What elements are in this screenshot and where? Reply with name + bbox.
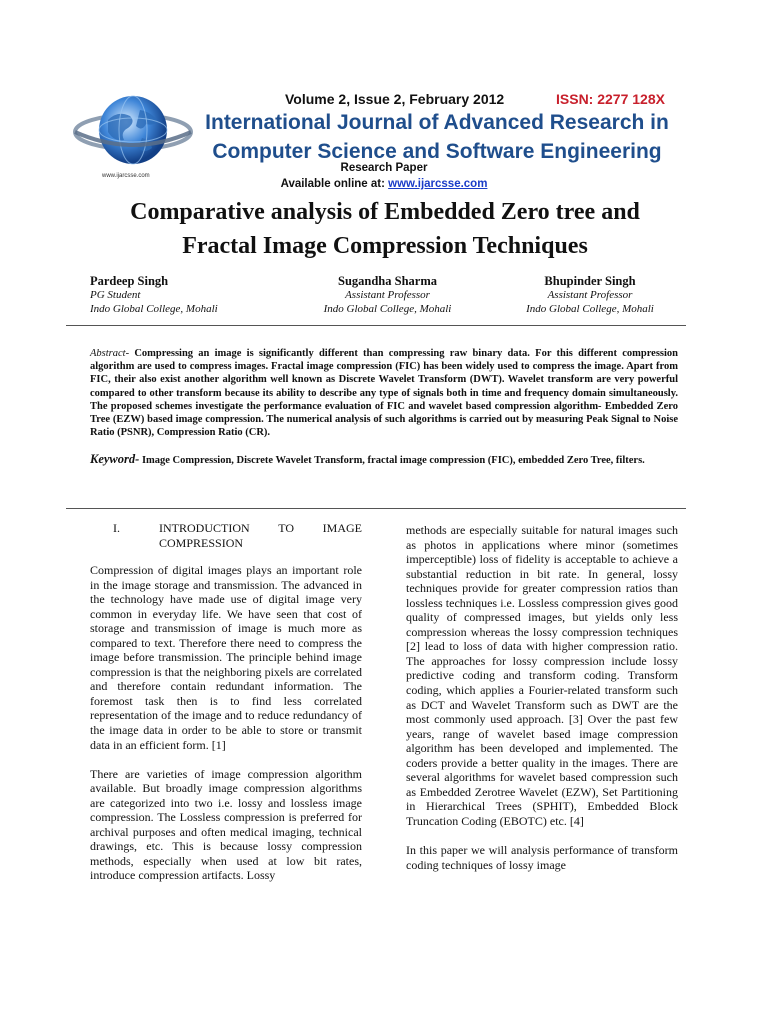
logo-caption: www.ijarcsse.com — [102, 173, 150, 179]
section-title — [159, 521, 362, 551]
abstract-text: Compressing an image is significantly different than compressing raw binary data. For this different compression algorithm are used to compress images. Fractal image compression (FIC) has been widely used to compress the image. Apart from FIC, their also exist another algorithm well known as Discrete Wavelet Transform (DWT). Wavelet transform are very powerful compared to other transform because its ability to describe any type of signals both in time and frequency domain simultaneously. The proposed schemes investigate the performance evaluation of FIC and wavelet based compression algorithm- Embedded Zero Tree (EZW) based image compression. The numerical analysis of such algorithms is carried out by measuring Peak Signal to Noise Ratio (PSNR), Compression Ratio (CR). — [90, 348, 678, 439]
author-role: Assistant Professor — [547, 289, 633, 301]
paper-title — [60, 195, 710, 263]
author-1 — [90, 274, 218, 316]
keywords — [90, 452, 678, 468]
journal-name-line1: International Journal of Advanced Research in — [205, 111, 669, 134]
author-affiliation: Indo Global College, Mohali — [526, 303, 654, 315]
divider-top — [66, 325, 686, 326]
author-affiliation: Indo Global College, Mohali — [90, 303, 218, 315]
author-2 — [300, 274, 475, 316]
section-number: I. — [113, 521, 120, 535]
author-name: Sugandha Sharma — [338, 274, 437, 288]
left-column — [90, 563, 362, 883]
issn: ISSN: 2277 128X — [556, 91, 665, 107]
paper-title-line1: Comparative analysis of Embedded Zero tree and — [130, 199, 640, 225]
section-title-word: TO — [278, 521, 295, 535]
author-role: Assistant Professor — [345, 289, 430, 301]
author-name: Pardeep Singh — [90, 274, 169, 288]
author-role: PG Student — [90, 289, 141, 301]
section-title-word: IMAGE — [322, 521, 362, 535]
volume-issue: Volume 2, Issue 2, February 2012 — [285, 91, 505, 107]
keywords-label: Keyword- — [90, 452, 140, 466]
author-affiliation: Indo Global College, Mohali — [323, 303, 452, 315]
right-column — [406, 523, 678, 872]
paragraph: In this paper we will analysis performance of transform coding techniques of lossy image — [406, 842, 678, 872]
journal-name-line2: Computer Science and Software Engineering — [212, 140, 662, 163]
divider-bottom — [66, 508, 686, 509]
paragraph: methods are especially suitable for natural images such as photos in applications where minor (sometimes imperceptible) loss of fidelity is acceptable to achieve a substantial reduction in bit rate. In general, lossy techniques provide for greater compression ratios than lossless techniques i.e. Lossless compression gives good quality of compressed images, but yields only less compression whereas the lossy compression techniques [2] lead to loss of data with higher compression ratio. The approaches for lossy compression include lossy predictive coding and transform coding. Transform coding, which applies a Fourier-related transform such as DCT and Wavelet Transform such as DWT are the most commonly used approach. [3] Over the past few years, range of wavelet based image compression algorithm has been developed and implemented. The coders provide a better quality in the images. There are several algorithms for wavelet based compression such as Embedded Zerotree Wavelet (EZW), Set Partitioning in Hierarchical Trees (SPHIT), Embedded Block Truncation Coding (EBOTC) etc. [4] — [406, 523, 678, 828]
journal-website-link[interactable]: www.ijarcsse.com — [388, 178, 488, 190]
paragraph: There are varieties of image compression algorithm available. But broadly image compression algorithms are categorized into two i.e. lossy and lossless image compression. The Lossless compression is preferred for archival purposes and often medical imaging, technical drawings, etc. This is because lossy compression methods, especially when used at low bit rates, introduce compression artifacts. Lossy — [90, 766, 362, 883]
availability — [0, 178, 768, 190]
paragraph: Compression of digital images plays an important role in the image storage and transmission. The advanced in the technology have made use of digital image very common in everyday life. We have seen that cost of storage and transmission of image is much more as compared to text. Therefore there need to compress the image before transmission. The principle behind image compression is that the neighboring pixels are correlated and therefore contain redundant information. The foremost task then is to find less correlated representation of the image and to reduce redundancy of the image data in order to be able to store or transmit data in an efficient form. [1] — [90, 563, 362, 752]
journal-name — [192, 108, 682, 166]
author-3 — [510, 274, 670, 316]
abstract-label: Abstract- — [90, 348, 130, 359]
abstract — [90, 347, 678, 439]
section-title-line2: COMPRESSION — [159, 536, 244, 550]
author-name: Bhupinder Singh — [544, 274, 636, 288]
section-title-word: INTRODUCTION — [159, 521, 250, 535]
available-label: Available online at: — [280, 178, 389, 190]
keywords-text: Image Compression, Discrete Wavelet Transform, fractal image compression (FIC), embedded Zero Tree, filters. — [141, 455, 645, 466]
paper-title-line2: Fractal Image Compression Techniques — [182, 233, 588, 259]
paper-type: Research Paper — [340, 162, 428, 174]
